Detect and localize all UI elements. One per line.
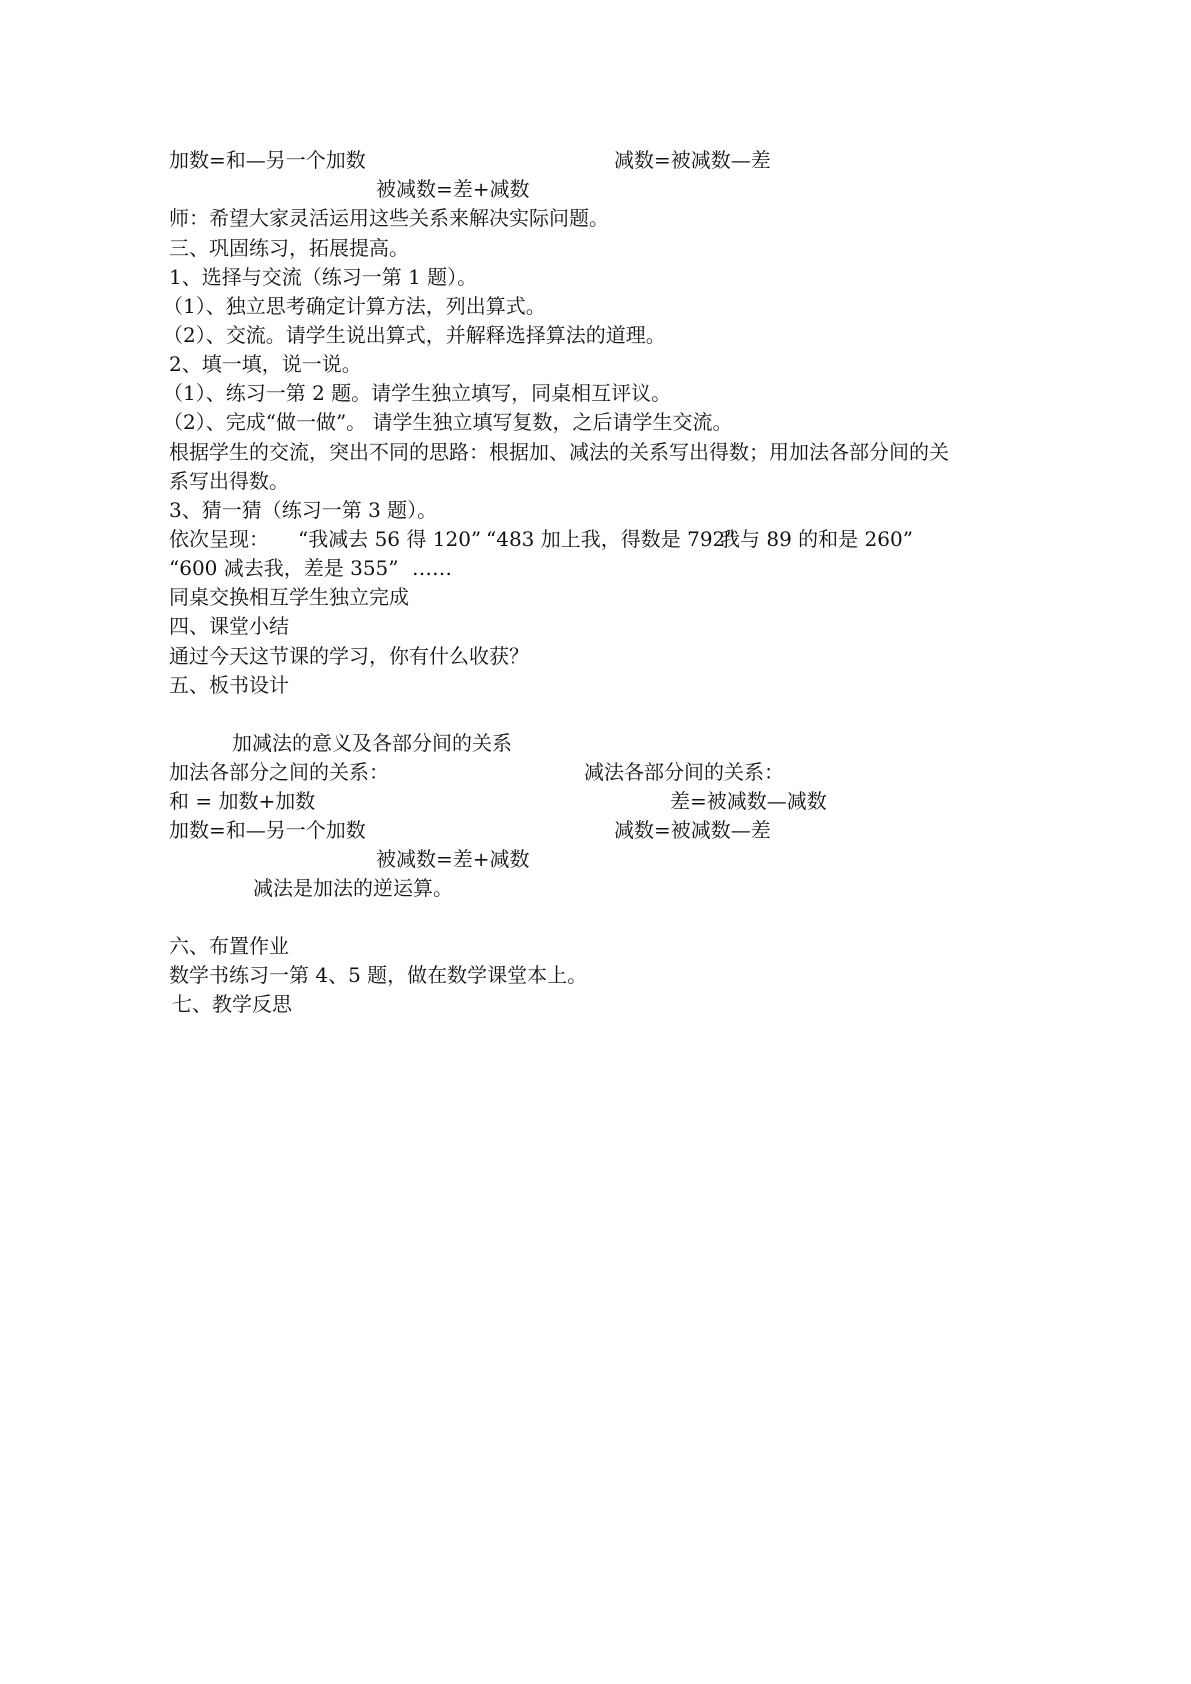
section-6-heading: 六、布置作业 (169, 934, 289, 958)
riddle-1: “我减去 56 得 120” (298, 527, 482, 551)
item-3-present-label: 依次呈现： (169, 527, 269, 551)
item-3-closing: 同桌交换相互学生独立完成 (169, 585, 409, 609)
riddle-ellipsis: …… (412, 556, 452, 580)
board-subtrahend-formula: 减数=被减数—差 (614, 818, 771, 842)
teacher-note: 师：希望大家灵活运用这些关系来解决实际问题。 (169, 206, 609, 230)
riddle-4: “600 减去我，差是 355” (169, 556, 399, 580)
section-4-heading: 四、课堂小结 (169, 614, 289, 638)
board-minuend-formula: 被减数=差+减数 (376, 847, 530, 871)
sub-relations-label: 减法各部分间的关系： (584, 760, 784, 784)
board-title: 加减法的意义及各部分间的关系 (232, 731, 512, 755)
item-1-sub-1: （1）、独立思考确定计算方法，列出算式。 (163, 294, 546, 318)
item-2-title: 2、填一填，说一说。 (169, 352, 362, 376)
item-1-title: 1、选择与交流（练习一第 1 题）。 (169, 265, 478, 289)
section-5-heading: 五、板书设计 (169, 673, 289, 697)
add-relations-label: 加法各部分之间的关系： (169, 760, 389, 784)
item-1-sub-2: （2）、交流。请学生说出算式，并解释选择算法的道理。 (163, 323, 666, 347)
item-2-sub-1: （1）、练习一第 2 题。请学生独立填写，同桌相互评议。 (163, 381, 672, 405)
item-2-note-line-1: 根据学生的交流，突出不同的思路：根据加、减法的关系写出得数；用加法各部分间的关 (169, 440, 949, 464)
sum-formula: 和 = 加数+加数 (169, 789, 316, 813)
section-4-text: 通过今天这节课的学习，你有什么收获？ (169, 644, 529, 668)
section-6-text: 数学书练习一第 4、5 题，做在数学课堂本上。 (169, 963, 588, 987)
minuend-formula: 被减数=差+减数 (376, 177, 530, 201)
item-2-sub-2: （2）、完成“做一做”。 请学生独立填写复数，之后请学生交流。 (163, 410, 733, 434)
board-addend-formula: 加数=和—另一个加数 (169, 818, 366, 842)
item-3-title: 3、猜一猜（练习一第 3 题）。 (169, 498, 438, 522)
riddle-2: “483 加上我，得数是 792” (486, 527, 736, 551)
section-3-heading: 三、巩固练习，拓展提高。 (169, 236, 409, 260)
addend-formula: 加数=和—另一个加数 (169, 148, 366, 172)
subtrahend-formula: 减数=被减数—差 (614, 148, 771, 172)
section-7-heading: 七、教学反思 (172, 992, 292, 1016)
inverse-note: 减法是加法的逆运算。 (253, 876, 453, 900)
difference-formula: 差=被减数—减数 (670, 789, 827, 813)
item-2-note-line-2: 系写出得数。 (169, 469, 289, 493)
riddle-3: 我与 89 的和是 260” (720, 527, 913, 551)
